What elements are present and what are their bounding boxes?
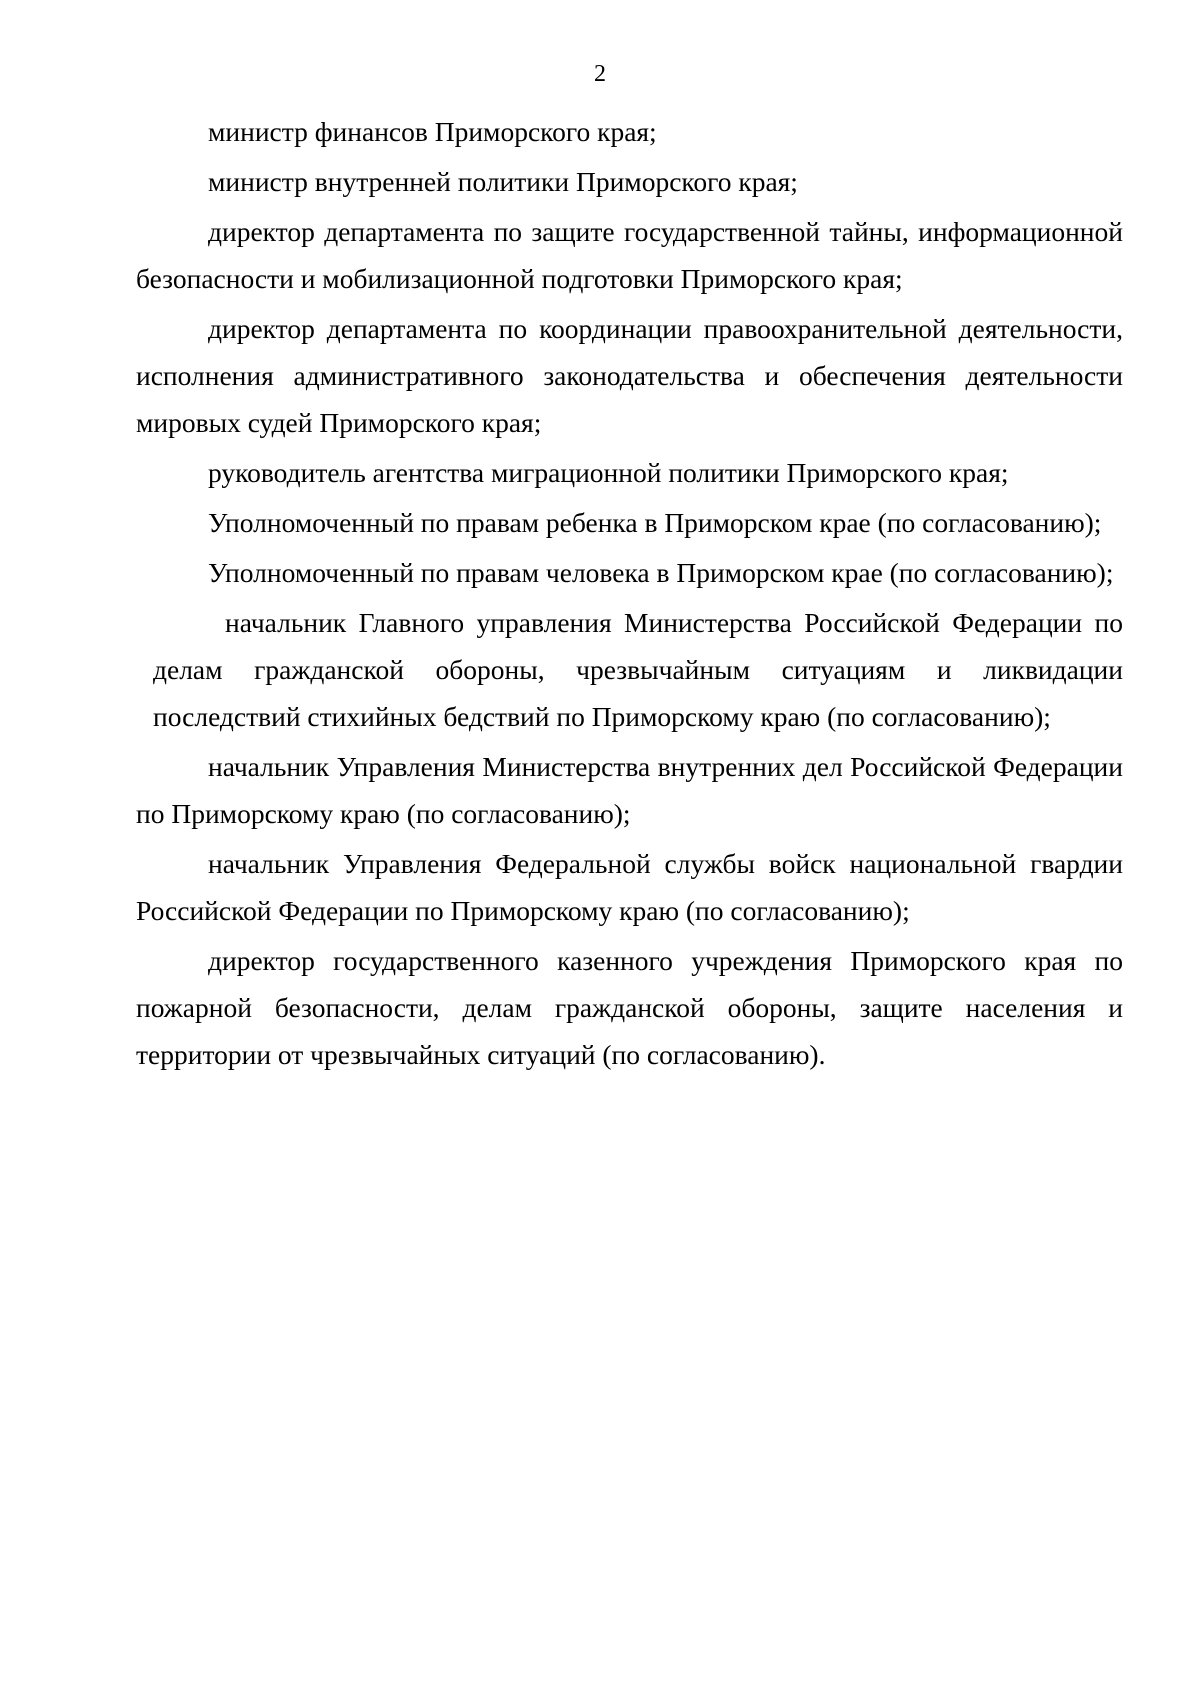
paragraph-minister-finance: министр финансов Приморского края; [208,116,657,147]
paragraph-emergency-ministry-head: начальник Главного управления Министерства Российской Федерации по делам гражданской обороны, чрезвычайным ситуациям и ликвидации последствий стихийных бедствий по Приморскому краю (по согласованию); [153,607,1123,732]
page-number: 2 [594,61,606,87]
paragraph-director-state-secret: директор департамента по защите государственной тайны, информационной безопасности и мобилизационной подготовки Приморского края; [136,216,1123,294]
paragraph-national-guard-head: начальник Управления Федеральной службы войск национальной гвардии Российской Федерации по Приморскому краю (по согласованию); [136,848,1123,926]
paragraph-minister-internal-policy: министр внутренней политики Приморского края; [208,166,798,197]
paragraph-head-migration-agency: руководитель агентства миграционной политики Приморского края; [208,457,1009,488]
document-body [136,108,1123,1081]
paragraph-child-rights-ombudsman: Уполномоченный по правам ребенка в Приморском крае (по согласованию); [208,507,1102,538]
paragraph-human-rights-ombudsman: Уполномоченный по правам человека в Приморском крае (по согласованию); [208,557,1114,588]
paragraph-director-law-enforcement: директор департамента по координации правоохранительной деятельности, исполнения административного законодательства и обеспечения деятельности мировых судей Приморского края; [136,313,1123,438]
paragraph-fire-safety-director: директор государственного казенного учреждения Приморского края по пожарной безопасности, делам гражданской обороны, защите населения и территории от чрезвычайных ситуаций (по согласованию). [136,945,1123,1070]
paragraph-internal-affairs-head: начальник Управления Министерства внутренних дел Российской Федерации по Приморскому краю (по согласованию); [136,751,1123,829]
